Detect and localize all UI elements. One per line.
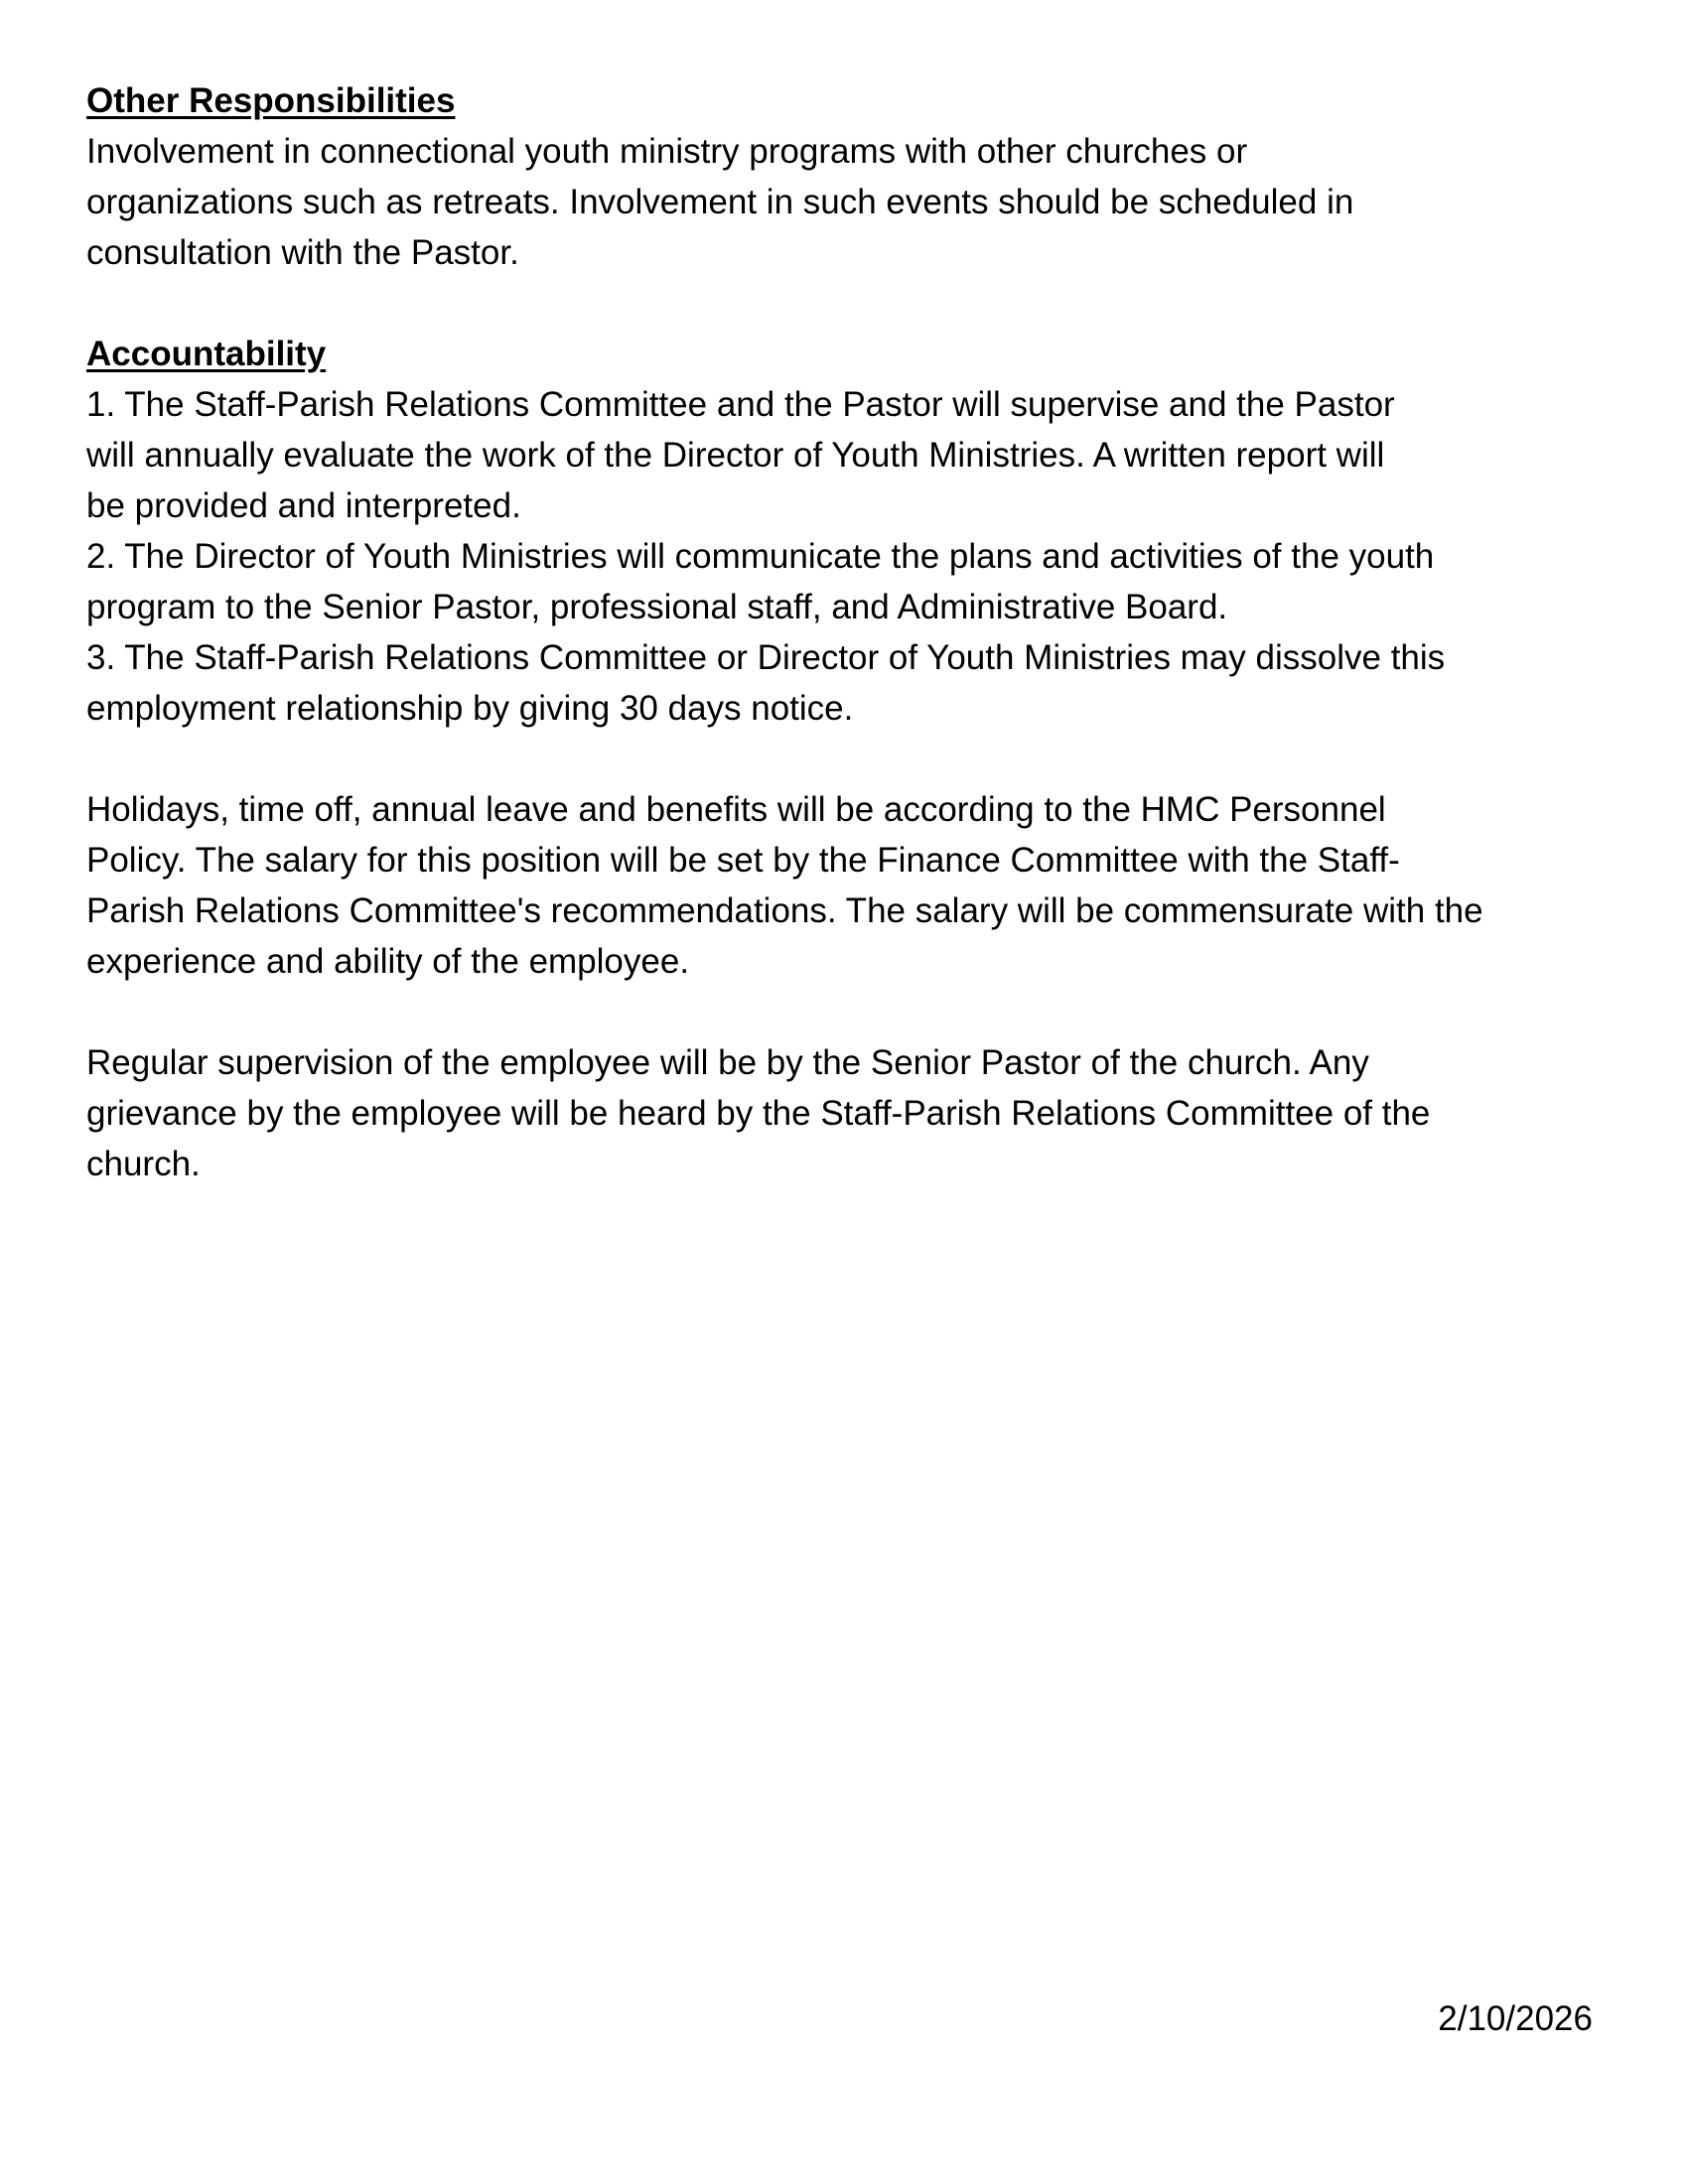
text-line: Holidays, time off, annual leave and benefits will be according to the HMC Personnel bbox=[86, 790, 1386, 829]
document-date: 2/10/2026 bbox=[1438, 1999, 1593, 2038]
benefits-section bbox=[86, 784, 1616, 987]
accountability-body bbox=[86, 379, 1616, 734]
text-line: 3. The Staff-Parish Relations Committee or Director of Youth Ministries may dissolve this bbox=[86, 638, 1446, 677]
text-line: Regular supervision of the employee will be by the Senior Pastor of the church. Any bbox=[86, 1043, 1369, 1082]
text-line: Parish Relations Committee's recommendations. The salary will be commensurate with the bbox=[86, 891, 1483, 930]
text-line: grievance by the employee will be heard by the Staff-Parish Relations Committee of the bbox=[86, 1094, 1431, 1133]
other-responsibilities-body bbox=[86, 126, 1616, 278]
text-line: 1. The Staff-Parish Relations Committee and the Pastor will supervise and the Pastor bbox=[86, 385, 1395, 424]
text-line: 2. The Director of Youth Ministries will communicate the plans and activities of the youth bbox=[86, 537, 1435, 576]
text-line: Policy. The salary for this position will be set by the Finance Committee with the Staff- bbox=[86, 841, 1400, 880]
text-line: employment relationship by giving 30 days notice. bbox=[86, 689, 854, 728]
benefits-body bbox=[86, 784, 1616, 987]
supervision-body bbox=[86, 1037, 1616, 1189]
text-line: be provided and interpreted. bbox=[86, 486, 521, 525]
document-page bbox=[86, 75, 1616, 1240]
text-line: church. bbox=[86, 1145, 201, 1183]
text-line: experience and ability of the employee. bbox=[86, 942, 690, 981]
other-responsibilities-section bbox=[86, 75, 1616, 278]
text-line: consultation with the Pastor. bbox=[86, 233, 519, 272]
other-responsibilities-heading: Other Responsibilities bbox=[86, 81, 456, 120]
accountability-section bbox=[86, 329, 1616, 734]
text-line: organizations such as retreats. Involvement in such events should be scheduled in bbox=[86, 183, 1354, 221]
text-line: Involvement in connectional youth ministry programs with other churches or bbox=[86, 132, 1248, 171]
supervision-section bbox=[86, 1037, 1616, 1189]
text-line: program to the Senior Pastor, professional staff, and Administrative Board. bbox=[86, 588, 1228, 626]
accountability-heading: Accountability bbox=[86, 335, 327, 373]
text-line: will annually evaluate the work of the Director of Youth Ministries. A written report will bbox=[86, 436, 1385, 475]
